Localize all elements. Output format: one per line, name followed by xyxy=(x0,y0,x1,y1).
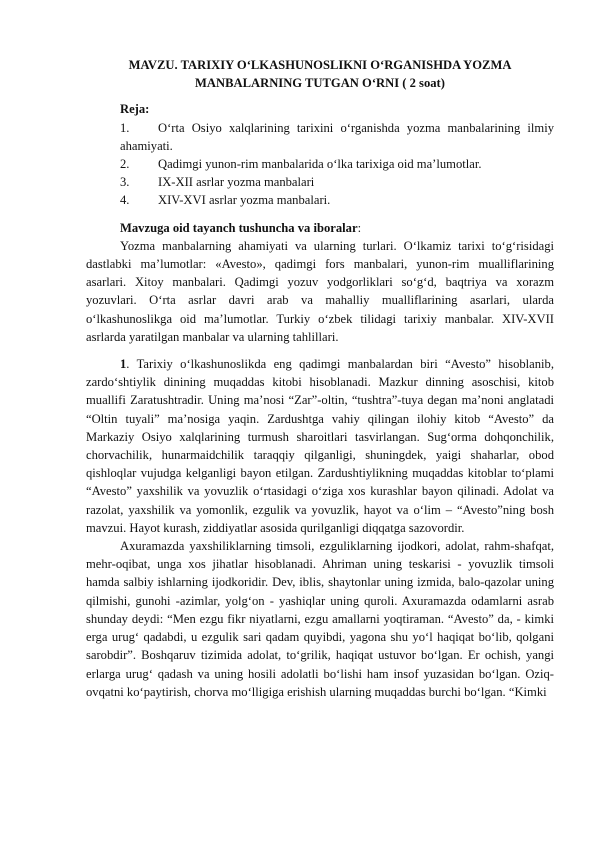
concepts-colon: : xyxy=(357,220,362,235)
plan-item xyxy=(86,173,554,191)
plan-item-text: XIV-XVI asrlar yozma manbalari. xyxy=(158,193,331,208)
concepts-heading xyxy=(86,219,554,237)
section-1-text: . Tarixiy o‘lkashunoslikda eng qadimgi manbalardan biri “Avesto” hisoblanib, zardo‘shtiylik dinining muqaddas kitobi hisoblanadi. Mazkur dinning asoschisi, kitob muallifi Zaratushtradir. Uning ma’nosi “Zar”-oltin, “tushtra”-tuya degan ma’noni anglatadi “Oltin tuyali” ma’nosiga yaqin. Zardushtga vahiy qilingan ilohiy kitob “Avesto” da Markaziy Osiyo xalqlarining turmush sharoitlari tasvirlangan. Sug‘orma dohqonchilik, chorvachilik, hunarmaidchilik taraqqiy qilganligi, shuningdek, yaigi shaharlar, obod qishloqlar vujudga kelganligi bayon etilgan. Zardushtiylikning muqaddas kitoblar to‘plami “Avesto” yaxshilik va yovuzlik o‘rtasidagi o‘ziga xos kurashlar bayon qilinadi. Adolat va razolat, yaxshilik va yomonlik, ezgulik va yovuzlik, hayot va o‘lim – “Avesto”ning bosh mavzui. Hayot kurash, ziddiyatlar asosida qurilganligi diqqatga sazovordir. xyxy=(86,357,554,535)
plan-item-number: 4. xyxy=(120,193,130,208)
section-1-paragraph-2: Axuramazda yaxshiliklarning timsoli, ezguliklarning ijodkori, adolat, rahm-shafqat, mehr-oqibat, unga xos jihatlar hisoblanadi. Ahriman uning teskarisi - yovuzlik timsoli hamda salbiy ishlarning ijodkoridir. Dev, iblis, shaytonlar uning izmida, balo-qazolar uning qilmishi, gunohi -azimlar, yolg‘on - yashiqlar uning quroli. Axuramazda odamlarni asrab shunday deydi: “Men ezgu fikr niyatlarni, ezgu amallarni yoqtiraman. “Avesto” da, - kimki erga urug‘ qadabdi, u ezgulik sari qadam quyibdi, yagona shu yo‘l haqiqat bo‘lib, qolgani sarobdir”. Boshqaruv tizimida adolat, to‘grilik, haqiqat ustuvor bo‘lgan. Er ochish, yangi erlarga urug‘ qadash va uning hosili adolatli bo‘lishi ham insof yuzasidan bo‘lgan. Oziq-ovqatni ko‘paytirish, chorva mo‘lligiga erishish ularning muqaddas burchi bo‘lgan. “Kimki xyxy=(86,539,554,699)
plan-list xyxy=(86,119,554,210)
plan-item-number: 1. xyxy=(120,120,130,135)
title-line-1: MAVZU. TARIXIY O‘LKASHUNOSLIKNI O‘RGANISHDA YOZMA xyxy=(128,58,512,72)
plan-item xyxy=(86,155,554,173)
plan-item-number: 2. xyxy=(120,157,130,172)
section-1-paragraph xyxy=(86,355,554,537)
concepts-label: Mavzuga oid tayanch tushuncha va iboralar xyxy=(120,220,358,235)
plan-heading: Reja: xyxy=(120,102,150,117)
section-1-number: 1 xyxy=(120,357,127,372)
concepts-paragraph: Yozma manbalarning ahamiyati va ularning turlari. O‘lkamiz tarixi to‘g‘risidagi dastlabki ma’lumotlar: «Avesto», qadimgi fors manbalari, yunon-rim mualliflarining asarlari. Xitoy manbalari. Qadimgi yozuv yodgorliklari so‘g‘d, baqtriya va xorazm yozuvlari. O‘rta asrlar davri arab va mahalliy mualliflarining asarlari, ularda o‘lkashunoslikga oid ma’lumotlar. Turkiy o‘zbek tilidagi tarixiy manbalar. XIV-XVII asrlarda yaratilgan manbalar va ularning tahlillari. xyxy=(86,238,554,344)
plan-item-text: O‘rta Osiyo xalqlarining tarixini o‘rganishda yozma manbalarining ilmiy ahamiyati. xyxy=(120,120,554,153)
page-title xyxy=(86,56,554,92)
plan-item-text: IX-XII asrlar yozma manbalari xyxy=(158,175,315,190)
plan-item xyxy=(86,191,554,209)
title-line-2: MANBALARNING TUTGAN O‘RNI ( 2 soat) xyxy=(195,76,445,91)
plan-item-text: Qadimgi yunon-rim manbalarida o‘lka tarixiga oid ma’lumotlar. xyxy=(158,157,482,172)
plan-item-number: 3. xyxy=(120,175,130,190)
plan-item xyxy=(86,119,554,155)
